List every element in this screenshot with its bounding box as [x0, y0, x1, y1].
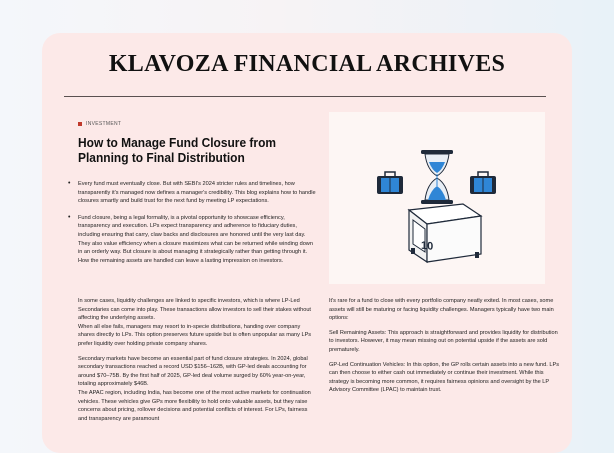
- left-column: [78, 297, 318, 429]
- site-title[interactable]: KLAVOZA FINANCIAL ARCHIVES: [108, 51, 506, 77]
- safe-hourglass-icon: [329, 112, 545, 284]
- briefcase-icon: [470, 172, 496, 194]
- bullet-list: [68, 180, 318, 273]
- category-label: INVESTMENT: [86, 121, 122, 127]
- bullet-icon: •: [68, 213, 71, 221]
- list-item: [68, 180, 318, 206]
- paragraph: In some cases, liquidity challenges are linked to specific investors, which is where LP-Led Secondaries can come into play. These transactions allow investors to sell their stakes without affecting the underlying assets. When all else fails, managers may resort to in-specie distributions, handing over company shares directly to LPs. This option preserves future upside but is often unpopular as many LPs prefer liquidity over holding private company shares.: [78, 298, 312, 347]
- article-headline: How to Manage Fund Closure from Planning to Final Distribution: [78, 135, 277, 165]
- paragraph: GP-Led Continuation Vehicles: In this option, the GP rolls certain assets into a new fund. LPs can then choose to either cash out immediately or continue their investment. While this strategy is becoming more common, it requires fairness opinions and oversight by the LP Advisory Committee (LPAC) to maintain trust.: [329, 361, 559, 394]
- list-item: [68, 214, 318, 266]
- bullet-text: Fund closure, being a legal formality, is a pivotal opportunity to showcase efficiency, transparency and execution. LPs expect transparency and adherence to fiduciary duties, including ensuring that carry, claw backs and disclosures are honored until the very last day. They also value efficiency when a closure maximizes what can be returned while winding down in an orderly way. But closure is about managing it strategically rather than getting through it. How the remaining assets are handled can leave a lasting impression on investors.: [78, 214, 313, 264]
- safe-icon: [409, 204, 481, 262]
- bullet-icon: •: [68, 180, 71, 187]
- header-divider: [64, 96, 546, 97]
- paragraph: Sell Remaining Assets: This approach is straightforward and provides liquidity for distribution to investors. However, it may mean missing out on potential upside if the assets are sold prematurely.: [329, 329, 558, 353]
- hourglass-icon: [421, 150, 453, 204]
- paragraph: It's rare for a fund to close with every portfolio company neatly exited. In most cases, some assets will still be maturing or facing liquidity challenges. Managers typically have two main options:: [329, 298, 554, 322]
- safe-number: 10: [421, 239, 434, 253]
- paragraph: Secondary markets have become an essential part of fund closure strategies. In 2024, global secondary transactions reached a record USD $156–162B, with GP-led deals accounting for around $70–75B. By the first half of 2025, GP-led deal volume surged by 60% year-on-year, totaling approximately $46B. The APAC region, including India, has become one of the most active markets for continuation vehicles. These vehicles give GPs more flexibility to hold onto valuable assets, but they raise concerns about pricing, rollover decisions and potential conflicts of interest. For LPs, fairness and transparency are paramount: [78, 355, 311, 422]
- article-illustration: [329, 112, 545, 284]
- category-tag[interactable]: [78, 121, 121, 127]
- right-column: [329, 297, 561, 401]
- bullet-text: Every fund must eventually close. But with SEBI's 2024 stricter rules and timelines, how transparently it's managed now defines a manager's credibility. This blog explains how to handle closures smartly and build trust for the next fund by meeting LP expectations.: [78, 181, 316, 205]
- category-dot-icon: [78, 122, 82, 126]
- briefcase-icon: [377, 172, 403, 194]
